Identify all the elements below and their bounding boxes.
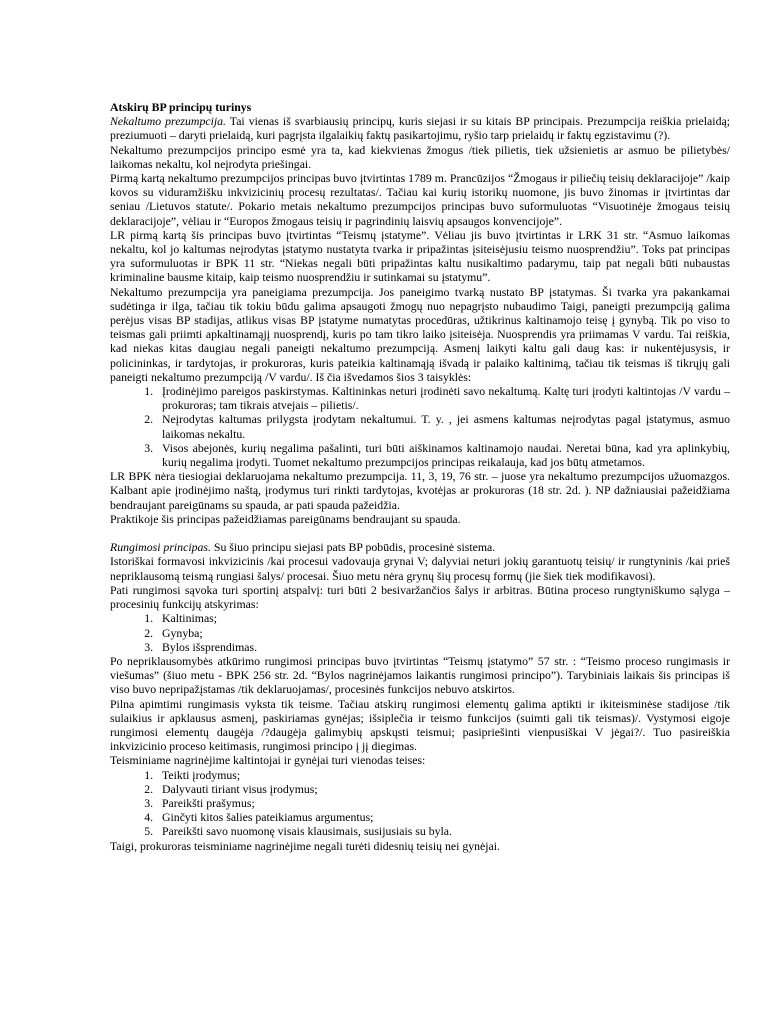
presumption-refutable-paragraph: Nekaltumo prezumpcija yra paneigiama prezumpcija. Jos paneigimo tvarką nustato BP įstatymas. Ši tvarka yra pakankamai sudėtinga ir ilga, tačiau tik tokiu būdu galima apsaugoti žmogų nuo nepagrįsto nubaudimo Taigi, paneigti prezumpciją galima perėjus visas BP stadijas, atlikus visas BP įstatyme numatytas procedūras, užtikrinus kaltinamojo teisę į gynybą. Tik po viso to teismas gali priimti apkaltinamąjį nuosprendį, kuris po tam tikro laiko įsiteisėja. Nuosprendis yra priimamas V vardu. Tai reiškia, kad niekas kitas daugiau negali paneigti nekaltumo prezumpciją. Asmenį laikyti kaltu gali daug kas: ir nukentėjusysis, ir policininkas, ir tardytojas, ir prokuroras, kuris pateikia kaltinamąją išvadą ir palaiko kaltinimą, tačiau tik teismas iš tikrųjų gali paneigti nekaltumo prezumpciją /V vardu/. Iš čia išvedamos šios 3 taisyklės: — [110, 284, 730, 384]
section-spacer — [110, 526, 730, 540]
list-item: 1. Teikti įrodymus; — [156, 768, 730, 782]
presumption-practice-paragraph: Praktikoje šis principas pažeidžiamas pareigūnams bendraujant su spauda. — [110, 511, 461, 526]
presumption-intro-text: Tai vienas iš svarbiausių principų, kuris siejasi ir su kitais BP principais. Prezumpcija reiškia prielaidą; preziumuoti – daryti prielaidą, kuri pagrįsta ilgalaikių faktų pasikartojimu, ryšio tarp prielaidų ir faktų egzistavimu (?). — [110, 114, 730, 143]
list-item: 2. Dalyvauti tiriant visus įrodymus; — [156, 782, 730, 796]
list-item: 1. Įrodinėjimo pareigos paskirstymas. Kaltininkas neturi įrodinėti savo nekaltumą. Kaltę turi įrodyti kaltintojas /V vardu – prokuroras; tam tikrais atvejais – pilietis/. — [156, 384, 730, 412]
document-title: Atskirų BP principų turinys — [110, 100, 252, 114]
adversarial-heading: Rungimosi principas. — [110, 540, 211, 555]
adversarial-history-paragraph: Istoriškai formavosi inkvizicinis /kai procesui vadovauja grynai V; dalyviai neturi jokių garantuotų teisių/ ir rungtyninis /kai prieš nepriklausomą teismą rungiasi šalys/ procesai. Šiuo metu nėra grynų šių procesų formų (jie šiek tiek modifikavosi). — [110, 554, 730, 583]
list-item: 3. Pareikšti prašymus; — [156, 796, 730, 810]
presumption-heading: Nekaltumo prezumpcija. — [110, 114, 226, 129]
presumption-history-paragraph: Pirmą kartą nekaltumo prezumpcijos principas buvo įtvirtintas 1789 m. Prancūzijos “Žmogaus ir piliečių teisių deklaracijoje” /kaip kovos su viduramžišku inkvizicinių procesų rezultatas/. Tačiau kai kurių istorikų nuomone, jis buvo žinomas ir įtvirtintas dar seniau /Lietuvos statute/. Pokario metais nekaltumo prezumpcijos principas buvo suformuluotas “Visuotinėje žmogaus teisių deklaracijoje”, vėliau ir “Europos žmogaus teisių ir pagrindinių laisvių apsaugos konvencijoje”. — [110, 171, 730, 228]
list-item: 4. Ginčyti kitos šalies pateikiamus argumentus; — [156, 810, 730, 824]
presumption-rules-list — [110, 384, 730, 469]
presumption-essence-paragraph: Nekaltumo prezumpcijos principo esmė yra ta, kad kiekvienas žmogus /tiek pilietis, tiek užsienietis ar asmuo be pilietybės/ laikomas nekaltu, kol neįrodyta priešingai. — [110, 142, 730, 171]
list-item: 3. Bylos išsprendimas. — [156, 640, 730, 654]
adversarial-independence-paragraph: Po nepriklausomybės atkūrimo rungimosi principas buvo įtvirtintas “Teismų įstatymo” 57 str. : “Teismo proceso rungimasis ir viešumas” (šiuo metu - BPK 256 str. 2d. “Bylos nagrinėjamos laikantis rungimosi principo”). Tarybiniais laikais šis principas iš viso buvo nepripažįstamas /tik deklaruojamas/, procesinės funkcijos nebuvo atskirtos. — [110, 653, 730, 697]
adversarial-intro-paragraph — [110, 540, 730, 554]
list-item: 5. Pareikšti savo nuomonę visais klausimais, susijusiais su byla. — [156, 824, 730, 838]
procedural-functions-list — [110, 611, 730, 654]
presumption-intro-paragraph — [110, 114, 730, 142]
list-item: 2. Neįrodytas kaltumas prilygsta įrodytam nekaltumui. T. y. , jei asmens kaltumas neįrodytas pagal įstatymus, asmuo laikomas nekaltu. — [156, 412, 730, 440]
equal-rights-list — [110, 768, 730, 839]
adversarial-rights-intro-paragraph: Teisminiame nagrinėjime kaltintojai ir gynėjai turi vienodas teises: — [110, 753, 426, 768]
adversarial-conclusion-paragraph: Taigi, prokuroras teisminiame nagrinėjime negali turėti didesnių teisių nei gynėjai. — [110, 838, 501, 853]
presumption-bpk-paragraph: LR BPK nėra tiesiogiai deklaruojama nekaltumo prezumpcija. 11, 3, 19, 76 str. – juose yra nekaltumo prezumpcijos užuomazgos. Kalbant apie įrodinėjimo naštą, įrodymus turi rinkti tardytojas, kvotėjas ar prokuroras (18 str. 2d. ). NP dažniausiai pažeidžiama bendraujant pareigūnams su spauda, ar pati spauda pažeidžia. — [110, 469, 730, 512]
document-page — [110, 100, 730, 853]
adversarial-intro-text: Su šiuo principu siejasi pats BP pobūdis, procesinė sistema. — [210, 540, 496, 555]
adversarial-concept-paragraph: Pati rungimosi sąvoka turi sportinį atspalvį: turi būti 2 besivaržančios šalys ir arbitras. Būtina proceso rungtyniškumo sąlyga – procesinių funkcijų atskyrimas: — [110, 582, 730, 612]
list-item: 3. Visos abejonės, kurių negalima pašalinti, turi būti aiškinamos kaltinamojo naudai. Neretai būna, kad yra aplinkybių, kurių negalima įrodyti. Tuomet nekaltumo prezumpcijos principas reikalauja, kad jos būtų atmetamos. — [156, 441, 730, 469]
presumption-lr-paragraph: LR pirmą kartą šis principas buvo įtvirtintas “Teismų įstatyme”. Vėliau jis buvo įtvirtintas ir LRK 31 str. “Asmuo laikomas nekaltu, kol jo kaltumas neįrodytas įstatymo nustatyta tvarka ir pripažintas įsiteisėjusiu teismo nuosprendžiu”. Toks pat principas yra suformuluotas ir BPK 11 str. “Niekas negali būti pripažintas kaltu nusikaltimo padarymu, taip pat negali būti nubaustas kriminaline bausme kitaip, kaip teismo nuosprendžiu ir sutinkamai su įstatymu”. — [110, 227, 730, 285]
list-item: 2. Gynyba; — [156, 626, 730, 640]
list-item: 1. Kaltinimas; — [156, 611, 730, 625]
adversarial-scope-paragraph: Pilna apimtimi rungimasis vyksta tik teisme. Tačiau atskirų rungimosi elementų galima aptikti ir ikiteisminėse stadijose /tik sulaikius ir apklausus asmenį, paskiriamas gynėjas; išsiplečia ir teismo funkcijos (suimti gali tik teismas)/. Vystymosi eigoje rungimosi elementų daugėja /?daugėja galimybių apskųsti teismui; pasipriešinti vienpusiškai V jėgai?/. Tuo pasireiškia inkvizicinio proceso keitimasis, rungimosi principo į jį diegimas. — [110, 696, 730, 754]
